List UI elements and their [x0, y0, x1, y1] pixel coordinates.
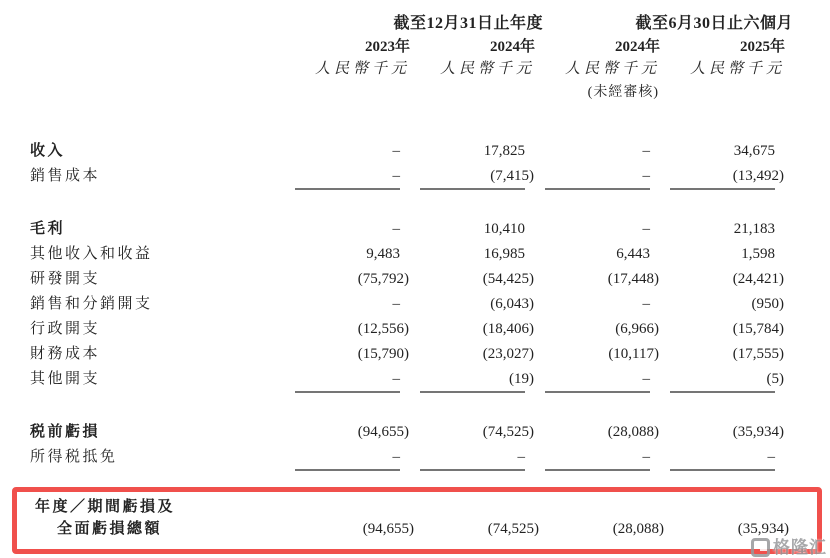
table-body — [30, 142, 830, 473]
row-label: 其他收入和收益 — [30, 246, 153, 262]
row-value: – — [295, 167, 400, 190]
table-header-note — [30, 84, 830, 106]
row-value: 1,598 — [741, 246, 775, 262]
unaudited-note: (未經審核) — [587, 85, 659, 100]
row-value: (54,425) — [482, 271, 534, 287]
row-value: (15,790) — [357, 346, 409, 362]
unit-label: 人民幣千元 — [314, 61, 410, 77]
gelonghui-logo-icon — [751, 538, 770, 557]
table-row — [30, 448, 830, 473]
table-row — [30, 423, 830, 448]
table-header-groups — [30, 14, 830, 38]
column-group-interim — [545, 14, 793, 34]
row-value: 34,675 — [733, 143, 775, 159]
row-value: (17,555) — [732, 346, 784, 362]
row-value: (13,492) — [670, 167, 775, 190]
total-row-label-line2: 全面虧損總額 — [57, 521, 163, 537]
row-value: 9,483 — [366, 246, 400, 262]
row-label: 所得税抵免 — [30, 449, 118, 465]
table-row — [30, 220, 830, 245]
row-value: 10,410 — [483, 221, 525, 237]
row-value: – — [392, 296, 400, 312]
gelonghui-brand-text: 格隆汇 — [773, 538, 827, 557]
unit-label: 人民幣千元 — [439, 61, 535, 77]
row-label: 行政開支 — [30, 321, 101, 337]
table-row — [30, 245, 830, 270]
unit-label: 人民幣千元 — [689, 61, 785, 77]
row-value: (23,027) — [482, 346, 534, 362]
row-value: – — [545, 448, 650, 471]
row-value: (35,934) — [732, 424, 784, 440]
row-label: 其他開支 — [30, 371, 101, 387]
row-value: – — [642, 221, 650, 237]
row-value: (10,117) — [608, 346, 659, 362]
total-value: (74,525) — [487, 521, 539, 537]
row-value: (24,421) — [732, 271, 784, 287]
table-row — [30, 142, 830, 167]
total-value: (28,088) — [612, 521, 664, 537]
table-row — [30, 320, 830, 345]
table-row — [30, 270, 830, 295]
row-label: 税前虧損 — [30, 424, 101, 440]
row-value: – — [545, 370, 650, 393]
row-value: – — [295, 370, 400, 393]
row-value: 21,183 — [733, 221, 775, 237]
row-value: (6,043) — [490, 296, 534, 312]
column-group-annual — [295, 14, 543, 34]
row-value: (15,784) — [732, 321, 784, 337]
row-value: (17,448) — [607, 271, 659, 287]
row-value: 6,443 — [616, 246, 650, 262]
row-value: – — [420, 448, 525, 471]
column-group-interim-title: 截至6月30日止六個月 — [635, 15, 793, 32]
row-value: – — [545, 167, 650, 190]
row-label: 研發開支 — [30, 271, 101, 287]
table-row — [30, 370, 830, 395]
total-loss-highlight-box — [12, 487, 822, 554]
total-row-line2 — [35, 520, 817, 542]
row-value: (950) — [751, 296, 784, 312]
row-label: 銷售和分銷開支 — [30, 296, 153, 312]
unit-label: 人民幣千元 — [564, 61, 660, 77]
year-header-2024-interim: 2024年 — [614, 39, 660, 55]
row-value: (19) — [420, 370, 525, 393]
row-value: (6,966) — [615, 321, 659, 337]
row-value: (5) — [670, 370, 775, 393]
table-row — [30, 167, 830, 192]
row-value: 17,825 — [483, 143, 525, 159]
row-value: (7,415) — [420, 167, 525, 190]
total-value: (35,934) — [737, 521, 789, 537]
year-header-2025-interim: 2025年 — [739, 39, 785, 55]
row-value: (28,088) — [607, 424, 659, 440]
row-label: 財務成本 — [30, 346, 101, 362]
row-label: 銷售成本 — [30, 168, 101, 184]
total-row-line1 — [35, 498, 817, 520]
row-value: – — [392, 143, 400, 159]
row-value: – — [670, 448, 775, 471]
row-value: (12,556) — [357, 321, 409, 337]
table-header-units — [30, 60, 830, 84]
table-row — [30, 295, 830, 320]
row-value: – — [642, 296, 650, 312]
row-label: 收入 — [30, 143, 66, 159]
row-value: 16,985 — [483, 246, 525, 262]
total-value: (94,655) — [362, 521, 414, 537]
total-row-label-line1: 年度／期間虧損及 — [35, 499, 176, 515]
row-value: (74,525) — [482, 424, 534, 440]
table-row — [30, 345, 830, 370]
row-value: – — [295, 448, 400, 471]
row-label: 毛利 — [30, 221, 66, 237]
row-value: (94,655) — [357, 424, 409, 440]
row-value: (75,792) — [357, 271, 409, 287]
gelonghui-watermark — [751, 538, 827, 557]
table-header-years — [30, 38, 830, 60]
column-group-annual-title: 截至12月31日止年度 — [393, 15, 543, 32]
year-header-2024: 2024年 — [489, 39, 535, 55]
row-value: – — [392, 221, 400, 237]
row-value: (18,406) — [482, 321, 534, 337]
row-value: – — [642, 143, 650, 159]
year-header-2023: 2023年 — [364, 39, 410, 55]
